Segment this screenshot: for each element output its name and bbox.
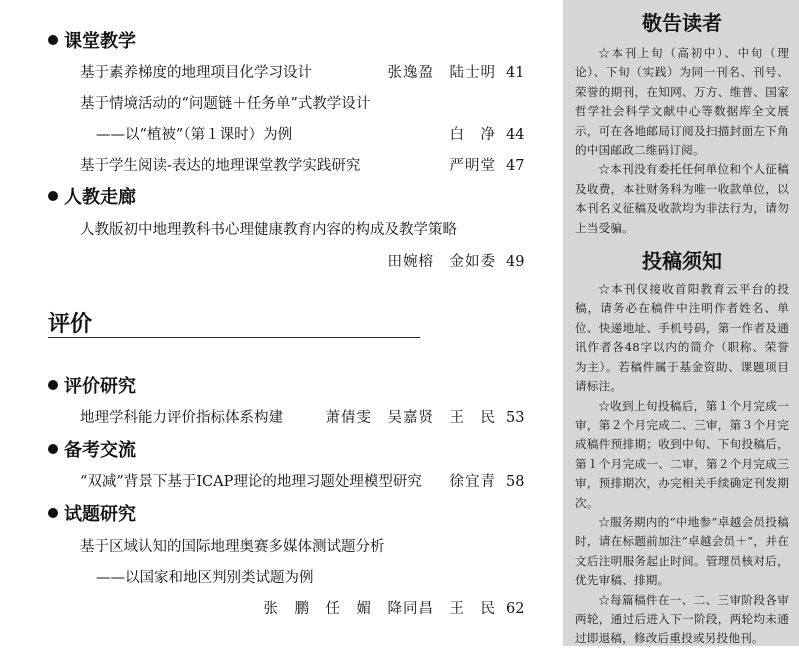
part-title-rule — [48, 337, 420, 338]
entry-title: 人教版初中地理教科书心理健康教育内容的构成及教学策略 — [80, 222, 457, 238]
toc-entry-subtitle[interactable] — [96, 124, 542, 146]
submission-paragraph: ☆服务期内的“中地参”卓越会员投稿时，请在标题前加注“卓越会员＋”，并在文后注明服务起止时间。管理员核对后，优先审稿、排期。 — [575, 514, 789, 588]
toc-entry[interactable] — [80, 407, 542, 429]
entry-author: 张 鹏 任 媚 降同昌 王 民 — [263, 601, 496, 617]
entry-title: 基于情境活动的“问题链＋任务单”式教学设计 — [80, 96, 371, 112]
bullet-icon — [48, 191, 58, 201]
entry-title: “双减”背景下基于ICAP理论的地理习题处理模型研究 — [80, 474, 422, 490]
section-heading-eval-research: 评价研究 — [48, 376, 136, 398]
toc-entry[interactable] — [80, 219, 542, 241]
entry-title: 基于学生阅读-表达的地理课堂教学实践研究 — [80, 158, 361, 174]
entry-title: 基于区域认知的国际地理奥赛多媒体测试题分析 — [80, 539, 385, 555]
entry-author: 萧倩雯 吴嘉贤 王 民 — [325, 410, 496, 426]
toc-entry-authors[interactable] — [80, 598, 542, 620]
bullet-icon — [48, 35, 58, 45]
entry-page: 44 — [506, 127, 525, 143]
entry-page: 49 — [506, 254, 525, 270]
section-heading-exam-exchange: 备考交流 — [48, 440, 136, 462]
entry-author: 田婉榕 金如委 — [387, 254, 496, 270]
entry-author: 徐宜青 — [449, 474, 496, 490]
section-heading-test-research: 试题研究 — [48, 504, 136, 526]
entry-subtitle: ——以“植被”（第１课时）为例 — [96, 127, 293, 143]
notice-sidebar — [563, 0, 799, 646]
toc-entry[interactable] — [80, 155, 542, 177]
toc-entry-subtitle[interactable] — [96, 567, 542, 589]
toc-entry[interactable] — [80, 536, 542, 558]
submission-paragraph: ☆收到上旬投稿后，第１个月完成一审，第２个月完成二、三审，第３个月完成稿件预排期；收到中旬、下旬投稿后，第１个月完成一、二审，第２个月完成三审，预排期次，办完相关手续确定刊发期次。 — [575, 398, 789, 510]
entry-page: 47 — [506, 158, 525, 174]
toc-entry[interactable] — [80, 93, 542, 115]
toc-entry[interactable] — [80, 62, 542, 84]
entry-page: 53 — [506, 410, 525, 426]
submission-paragraph: ☆本刊仅接收首阳教育云平台的投稿，请务必在稿件中注明作者姓名、单位、快递地址、手机号码，第一作者及通讯作者各48字以内的简介（职称、荣誉为主）。若稿件属于基金资助、课题项目请标注。 — [575, 282, 789, 394]
toc-entry[interactable] — [80, 471, 542, 493]
entry-title: 地理学科能力评价指标体系构建 — [80, 410, 283, 426]
section-heading-classroom: 课堂教学 — [48, 31, 136, 53]
bullet-icon — [48, 508, 58, 518]
bullet-icon — [48, 444, 58, 454]
entry-page: 58 — [506, 474, 525, 490]
entry-page: 41 — [506, 65, 525, 81]
bullet-icon — [48, 380, 58, 390]
section-heading-pep: 人教走廊 — [48, 187, 136, 209]
entry-title: 基于素养梯度的地理项目化学习设计 — [80, 65, 312, 81]
notice-title: 敬告读者 — [642, 11, 722, 35]
entry-subtitle: ——以国家和地区判别类试题为例 — [96, 570, 314, 586]
notice-paragraph: ☆本刊没有委托任何单位和个人征稿及收费，本社财务科为唯一收款单位，以本刊名义征稿及收款均为非法行为，请勿上当受骗。 — [575, 162, 789, 235]
entry-page: 62 — [506, 601, 525, 617]
part-title: 评价 — [48, 312, 93, 337]
entry-author: 严明堂 — [449, 158, 496, 174]
entry-author: 张逸盈 陆士明 — [387, 65, 496, 81]
submission-paragraph: ☆每篇稿件在一、二、三审阶段各审两轮，通过后进入下一阶段，两轮均未通过即退稿，修改后重投或另投他刊。 — [575, 592, 789, 646]
entry-author: 白 净 — [449, 127, 496, 143]
notice-paragraph: ☆本刊上旬（高初中）、中旬（理论）、下旬（实践）为同一刊名、刊号、荣誉的期刊，在知网、万方、维普、国家哲学社会科学文献中心等数据库全文展示，可在各地邮局订阅及扫描封面左下角的中国邮政二维码订阅。 — [575, 46, 789, 158]
toc-entry-authors[interactable] — [80, 251, 542, 273]
submission-title: 投稿须知 — [642, 249, 722, 274]
